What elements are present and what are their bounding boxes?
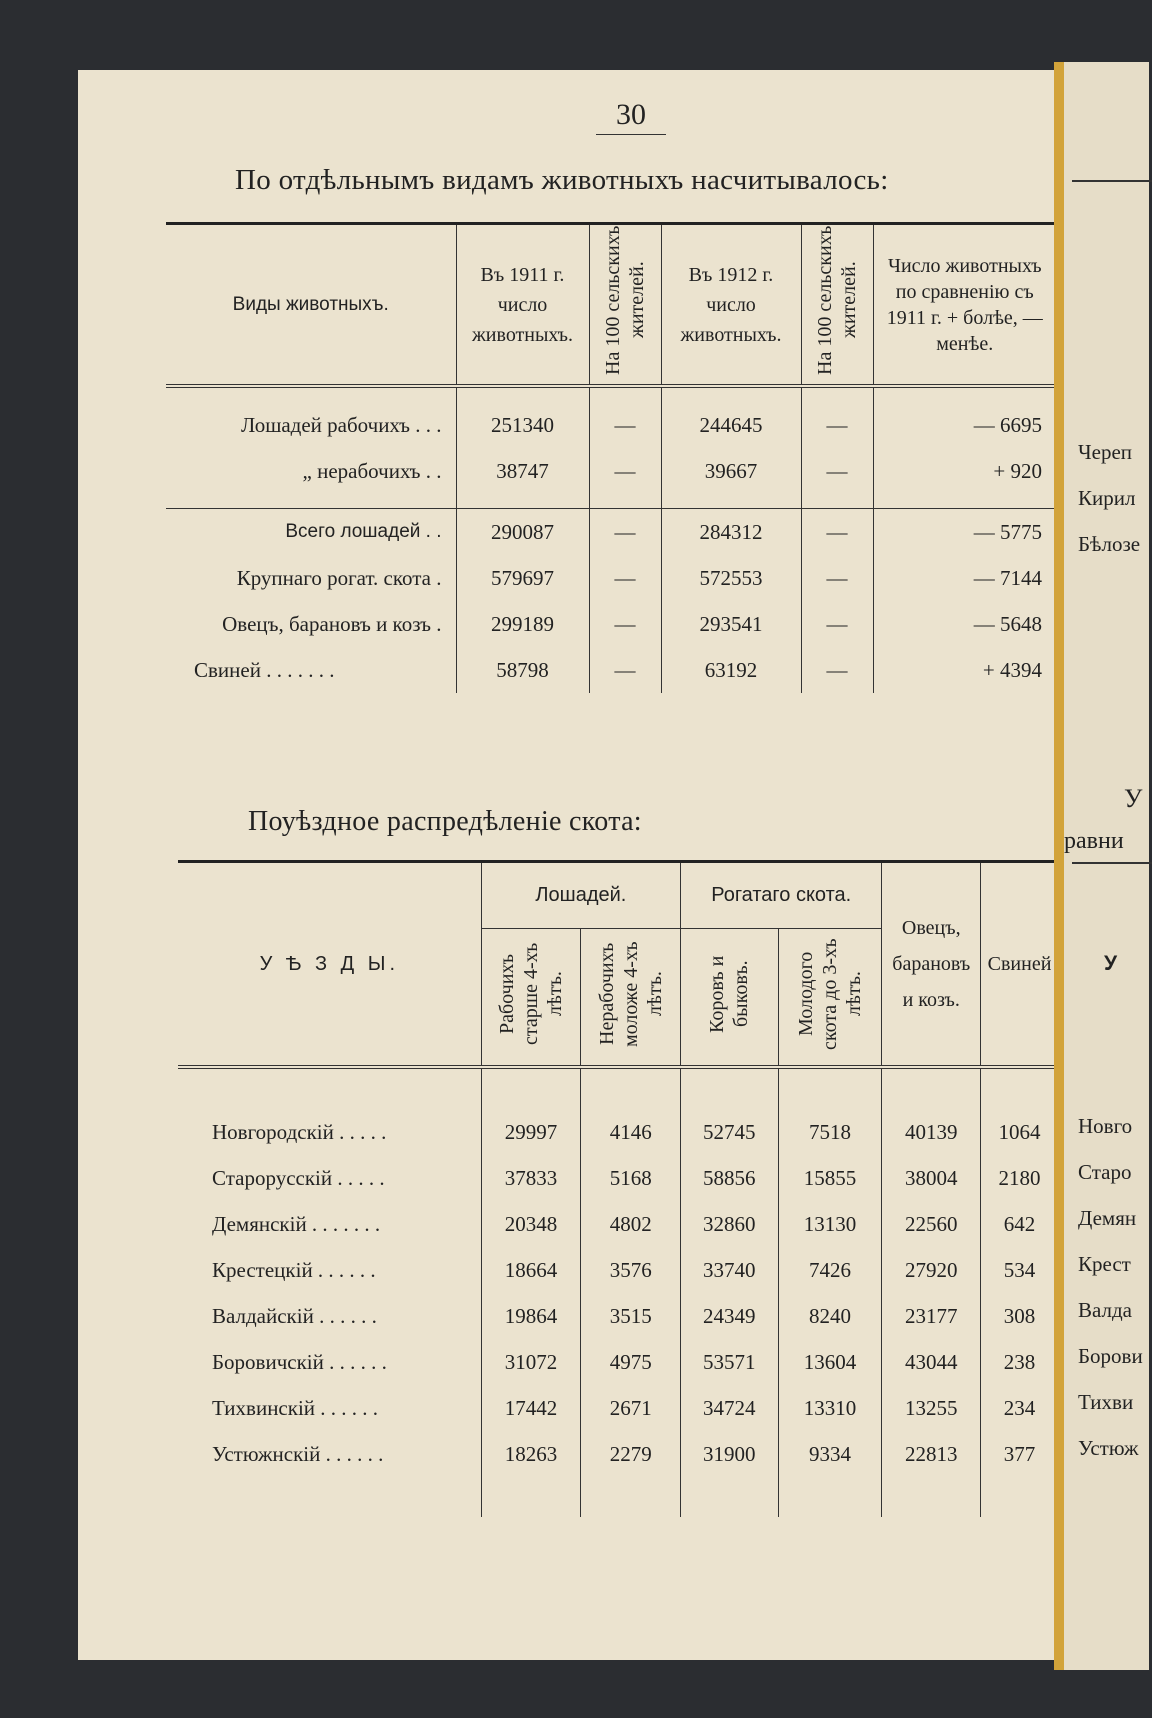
adjacent-page-fragment: У: [1124, 784, 1143, 813]
header-pigs: Свиней: [981, 862, 1058, 1068]
header-type: Виды животныхъ.: [166, 224, 456, 387]
adjacent-page-fragment: Устюж: [1078, 1436, 1139, 1460]
adjacent-page-fragment: Крест: [1078, 1252, 1131, 1276]
header-sheep: Овецъ, барановъ и козъ.: [882, 862, 981, 1068]
adjacent-page-fragment: Тихви: [1078, 1390, 1134, 1414]
table-row: Тихвинскій . . . . . . 17442 2671 34724 13310 13255 234: [178, 1385, 1058, 1431]
header-count-1911: Въ 1911 г. число животныхъ.: [456, 224, 589, 387]
header-young-cattle: Молодого скота до 3-хъ лѣтъ.: [778, 929, 882, 1068]
table-row: Старорусскій . . . . . 37833 5168 58856 15855 38004 2180: [178, 1155, 1058, 1201]
header-horses: Лошадей.: [481, 862, 680, 929]
table-row: Крупнаго рогат. скота . 579697 — 572553 — — 7144: [166, 555, 1056, 601]
header-diff: Число животныхъ по сравненію съ 1911 г. + болѣе, — менѣе.: [873, 224, 1056, 387]
header-cows: Коровъ и быковъ.: [681, 929, 779, 1068]
divider: [1072, 862, 1152, 864]
divider: [1072, 180, 1152, 182]
adjacent-page-fragment: Демян: [1078, 1206, 1137, 1230]
table-row: Овецъ, барановъ и козъ . 299189 — 293541 — — 5648: [166, 601, 1056, 647]
header-count-1912: Въ 1912 г. число животныхъ.: [661, 224, 801, 387]
page-number: 30: [596, 98, 666, 135]
header-per100-1911: На 100 сельскихъ жителей.: [589, 224, 661, 387]
book-page: [78, 70, 1063, 1660]
header-per100-1912: На 100 сельскихъ жителей.: [801, 224, 873, 387]
table-row: Устюжнскій . . . . . . 18263 2279 31900 9334 22813 377: [178, 1431, 1058, 1477]
adjacent-page-fragment: Бѣлозе: [1078, 532, 1141, 556]
adjacent-page-fragment: Новго: [1078, 1114, 1133, 1138]
table-row: Лошадей рабочихъ . . . 251340 — 244645 — — 6695: [166, 402, 1056, 448]
table-row: Боровичскій . . . . . . 31072 4975 53571 13604 43044 238: [178, 1339, 1058, 1385]
adjacent-page-fragment: Череп: [1078, 440, 1133, 464]
header-uezd: У Ѣ З Д Ы.: [178, 862, 481, 1068]
adjacent-page-fragment: Кирил: [1078, 486, 1136, 510]
table-row: Новгородскій . . . . . 29997 4146 52745 7518 40139 1064: [178, 1109, 1058, 1155]
adjacent-page-fragment: равни: [1064, 828, 1124, 854]
adjacent-page-strip: [1054, 62, 1149, 1670]
adjacent-page-fragment: У: [1104, 952, 1118, 975]
section2-heading: Поуѣздное распредѣленіе скота:: [248, 806, 642, 837]
adjacent-page-fragment: Борови: [1078, 1344, 1143, 1368]
table-row: „ нерабочихъ . . 38747 — 39667 — + 920: [166, 448, 1056, 494]
header-cattle: Рогатаго скота.: [681, 862, 882, 929]
header-work-horses: Рабочихъ старше 4-хъ лѣтъ.: [481, 929, 581, 1068]
table-row: Валдайскій . . . . . . 19864 3515 24349 8240 23177 308: [178, 1293, 1058, 1339]
animals-table: [166, 222, 1056, 693]
section1-heading: По отдѣльнымъ видамъ животныхъ насчитывалось:: [235, 164, 889, 196]
table-row: Демянскій . . . . . . . 20348 4802 32860 13130 22560 642: [178, 1201, 1058, 1247]
adjacent-page-fragment: Валда: [1078, 1298, 1132, 1322]
table-row: Крестецкій . . . . . . 18664 3576 33740 7426 27920 534: [178, 1247, 1058, 1293]
table-row: Свиней . . . . . . . 58798 — 63192 — + 4394: [166, 647, 1056, 693]
adjacent-page-fragment: Старо: [1078, 1160, 1132, 1184]
table-row: Всего лошадей . . 290087 — 284312 — — 5775: [166, 509, 1056, 556]
uezd-table: [178, 860, 1058, 1517]
header-young-horses: Нерабочихъ моложе 4-хъ лѣтъ.: [581, 929, 681, 1068]
